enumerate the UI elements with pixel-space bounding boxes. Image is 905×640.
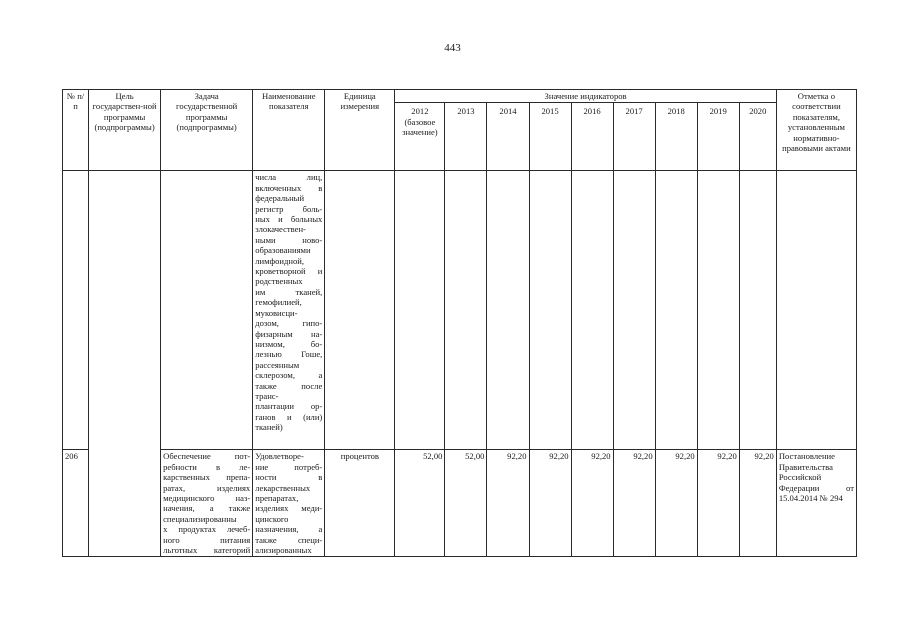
- cell-value: [655, 171, 697, 450]
- text-line: склерозом, а: [255, 370, 323, 381]
- cell-unit: [325, 171, 395, 450]
- page-number: 443: [444, 42, 461, 54]
- cell-value: 92,20: [697, 450, 739, 557]
- text-line: физарным на-: [255, 328, 323, 339]
- header-indicator-name: Наименование показателя: [253, 90, 325, 171]
- text-line: рассеянным: [255, 359, 300, 370]
- header-year-note: (базовое значение): [402, 116, 438, 138]
- text-line: ализированных: [255, 545, 312, 556]
- text-line: Российской: [778, 472, 822, 483]
- text-line: лезнью Гоше,: [255, 349, 323, 360]
- cell-compliance: [776, 171, 856, 450]
- header-year: 2017: [625, 106, 643, 117]
- header-unit: Единица измерения: [325, 90, 395, 171]
- cell-value: 92,20: [739, 450, 776, 557]
- text-line: льготных категорий: [163, 545, 251, 556]
- text-line: Обеспечение пот-: [163, 451, 251, 462]
- header-compliance: Отметка о соответствии показателям, установленным нормативно-правовыми актами: [776, 90, 856, 171]
- text-line: тканей): [255, 422, 283, 433]
- text-line: кроветворной и: [255, 266, 323, 277]
- text-line: Правительства: [778, 461, 833, 472]
- cell-value: [697, 171, 739, 450]
- cell-value: 92,20: [487, 450, 529, 557]
- header-year-cell: [487, 103, 529, 171]
- text-line: числа лиц,: [255, 172, 323, 183]
- text-line: низмом, бо-: [255, 338, 323, 349]
- cell-value: [487, 171, 529, 450]
- text-line: цинского: [255, 513, 289, 524]
- header-row-number: № п/п: [63, 90, 89, 171]
- header-year-cell: [529, 103, 571, 171]
- header-task: Задача государственной программы (подпрограммы): [161, 90, 253, 171]
- header-year-cell: [445, 103, 487, 171]
- text-line: препаратах,: [255, 493, 299, 504]
- header-year: 2016: [583, 106, 601, 117]
- header-year: 2018: [667, 106, 685, 117]
- header-values-group: Значение индикаторов: [395, 90, 776, 103]
- text-line: муковисци-: [255, 307, 298, 318]
- text-line: включенных в: [255, 182, 323, 193]
- cell-number: [63, 171, 89, 450]
- text-line: ние потреб-: [255, 461, 323, 472]
- cell-value: 92,20: [613, 450, 655, 557]
- cell-value: 52,00: [395, 450, 445, 557]
- header-year-cell: [395, 103, 445, 171]
- cell-task: [161, 171, 253, 450]
- text-line: ганов и (или): [255, 411, 323, 422]
- text-line: изделиях меди-: [255, 503, 323, 514]
- text-line: злокачествен-: [255, 224, 306, 235]
- text-line: также специ-: [255, 534, 323, 545]
- text-line: родственных: [255, 276, 303, 287]
- text-line: начения, а также: [163, 503, 251, 514]
- indicators-table: [62, 89, 857, 557]
- text-line: Удовлетворе-: [255, 451, 304, 462]
- text-line: 15.04.2014 № 294: [778, 493, 843, 504]
- text-line: ных и больных: [255, 214, 323, 225]
- text-line: карственных препа-: [163, 472, 251, 483]
- header-year: 2012: [411, 106, 429, 117]
- text-line: медицинского наз-: [163, 493, 251, 504]
- text-line: образованиями: [255, 245, 311, 256]
- header-year-cell: [697, 103, 739, 171]
- header-year: 2013: [457, 106, 475, 117]
- text-line: им тканей,: [255, 286, 323, 297]
- cell-value: 52,00: [445, 450, 487, 557]
- table-row-206: [63, 450, 857, 557]
- text-line: ности в: [255, 472, 323, 483]
- text-line: также после: [255, 380, 323, 391]
- header-year-cell: [571, 103, 613, 171]
- text-line: транс-: [255, 390, 279, 401]
- cell-value: [571, 171, 613, 450]
- header-year: 2020: [749, 106, 767, 117]
- text-line: гемофилией,: [255, 297, 302, 308]
- cell-unit: процентов: [325, 450, 395, 557]
- text-line: ребности в ле-: [163, 461, 251, 472]
- cell-value: 92,20: [655, 450, 697, 557]
- cell-value: 92,20: [529, 450, 571, 557]
- cell-task: [161, 450, 253, 557]
- cell-value: [529, 171, 571, 450]
- header-year-cell: [613, 103, 655, 171]
- cell-value: [395, 171, 445, 450]
- text-line: дозом, гипо-: [255, 318, 323, 329]
- text-line: Постановление: [778, 451, 835, 462]
- text-line: федеральный: [255, 193, 305, 204]
- text-line: назначения, а: [255, 524, 323, 535]
- header-year: 2019: [709, 106, 727, 117]
- text-line: ными ново-: [255, 234, 323, 245]
- header-row-1: [63, 90, 857, 103]
- table-row-continuation: [63, 171, 857, 450]
- text-line: специализированны: [163, 513, 237, 524]
- header-year-cell: [739, 103, 776, 171]
- cell-value: 92,20: [571, 450, 613, 557]
- cell-compliance: [776, 450, 856, 557]
- text-line: Федерации от: [778, 482, 854, 493]
- text-line: лимфоидной,: [255, 255, 305, 266]
- text-line: ного питания: [163, 534, 251, 545]
- text-line: ратах, изделиях: [163, 482, 251, 493]
- cell-value: [739, 171, 776, 450]
- text-line: плантации ор-: [255, 401, 323, 412]
- header-year: 2014: [499, 106, 517, 117]
- header-year-cell: [655, 103, 697, 171]
- cell-number: 206: [63, 450, 89, 557]
- cell-indicator-name: [253, 450, 325, 557]
- cell-value: [445, 171, 487, 450]
- cell-indicator-name: [253, 171, 325, 450]
- text-line: х продуктах лечеб-: [163, 524, 251, 535]
- cell-goal: [89, 171, 161, 557]
- header-year: 2015: [541, 106, 559, 117]
- text-line: регистр боль-: [255, 203, 323, 214]
- cell-value: [613, 171, 655, 450]
- header-goal: Цель государствен-ной программы (подпрограммы): [89, 90, 161, 171]
- text-line: лекарственных: [255, 482, 311, 493]
